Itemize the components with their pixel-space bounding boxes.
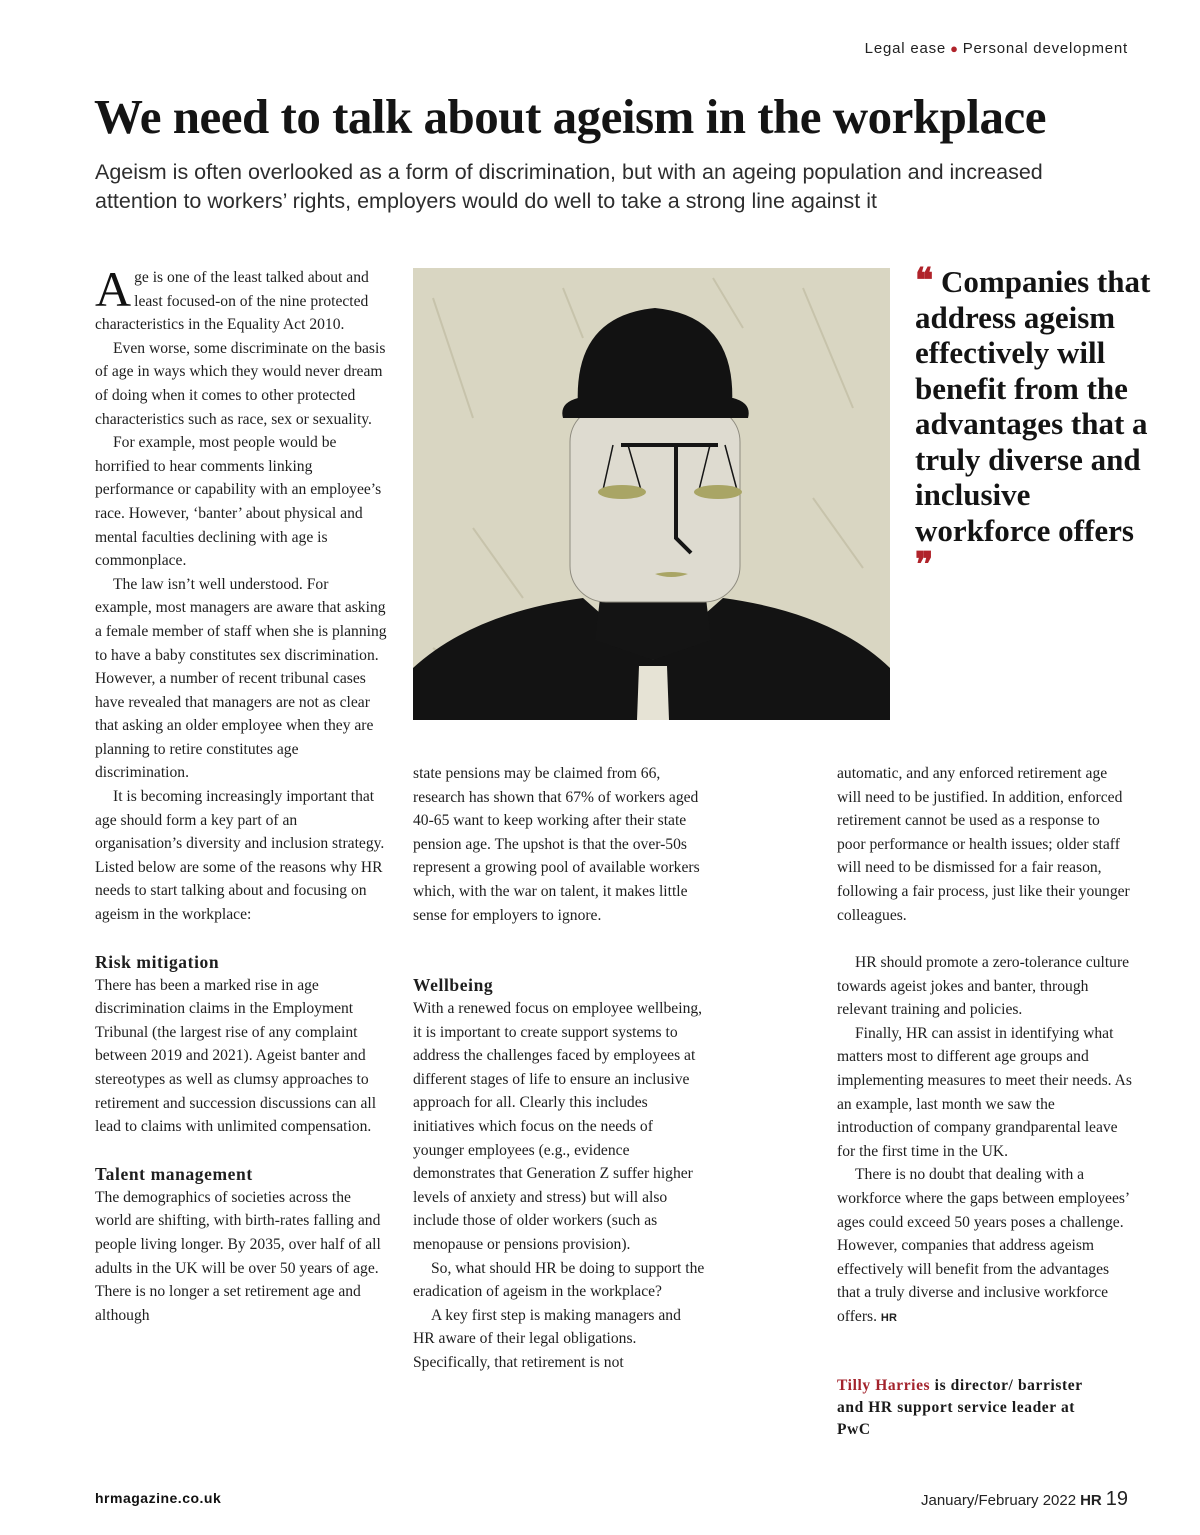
subheading-wellbeing: Wellbeing bbox=[413, 975, 494, 995]
bowler-hat-figure-illustration bbox=[413, 268, 890, 720]
subheading-risk-mitigation: Risk mitigation bbox=[95, 951, 220, 972]
intro-text: ge is one of the least talked about and least focused-on of the nine protected characteristics in the Equality Act 2010. bbox=[95, 269, 369, 334]
section-name: Legal ease bbox=[864, 40, 947, 57]
pull-quote-text: Companies that address ageism effectively will benefit from the advantages that a truly diverse and inclusive workforce offers bbox=[915, 264, 1151, 548]
footer-site-url: hrmagazine.co.uk bbox=[95, 1490, 222, 1506]
subheading-talent-management: Talent management bbox=[95, 1163, 253, 1184]
article-headline: We need to talk about ageism in the workplace bbox=[94, 89, 1047, 144]
author-name: Tilly Harries bbox=[837, 1377, 931, 1394]
body-paragraph: There has been a marked rise in age discrimination claims in the Employment Tribunal (the largest rise of any complaint between 2019 and 2021). Ageist banter and stereotypes as well as clumsy approaches to retirement and succession discussions can all lead to claims with unlimited compensation. bbox=[95, 976, 377, 1136]
wellbeing-block bbox=[413, 997, 705, 1375]
pull-quote bbox=[915, 264, 1155, 584]
body-paragraph: HR should promote a zero-tolerance culture towards ageist jokes and banter, through relevant training and policies. bbox=[837, 954, 1130, 1019]
conclusion-block bbox=[837, 951, 1132, 1331]
body-paragraph: Finally, HR can assist in identifying what matters most to different age groups and implementing measures to meet their needs. As an example, last month we saw the introduction of company grandparental leave for the first time in the UK. bbox=[837, 1024, 1132, 1160]
right-eye-scale-pan bbox=[694, 485, 742, 499]
bullet-dot-icon: ● bbox=[950, 41, 959, 56]
body-paragraph: For example, most people would be horrified to hear comments linking performance or capability with an employee’s race. However, ‘banter’ about physical and mental faculties declining with age is commonplace. bbox=[95, 434, 382, 570]
article-column-1 bbox=[95, 261, 387, 1327]
body-paragraph-continued: automatic, and any enforced retirement age will need to be justified. In addition, enforced retirement cannot be used as a response to poor performance or health issues; older staff will need to be dismissed for a fair reason, following a fair process, just like their younger colleagues. bbox=[837, 765, 1130, 924]
shirt-collar bbox=[637, 666, 669, 720]
drop-cap: A bbox=[95, 261, 132, 317]
body-paragraph: The demographics of societies across the world are shifting, with birth-rates falling and people living longer. By 2035, over half of all adults in the UK will be over 50 years of age. There is no longer a set retirement age and although bbox=[95, 1188, 381, 1324]
open-quote-icon: ❝ bbox=[915, 263, 934, 300]
close-quote-icon: ❞ bbox=[915, 547, 934, 584]
face bbox=[570, 406, 740, 602]
section-label bbox=[865, 40, 1128, 57]
issue-date: January/February 2022 bbox=[920, 1492, 1077, 1509]
subsection-name: Personal development bbox=[962, 40, 1128, 57]
magazine-brand: HR bbox=[1080, 1492, 1102, 1509]
body-paragraph: A key first step is making managers and HR aware of their legal obligations. Specifically, that retirement is not bbox=[413, 1306, 681, 1371]
body-paragraph: So, what should HR be doing to support the eradication of ageism in the workplace? bbox=[413, 1259, 705, 1301]
body-paragraph bbox=[837, 1163, 1132, 1330]
left-eye-scale-pan bbox=[598, 485, 646, 499]
footer-page-info bbox=[921, 1488, 1128, 1511]
closing-text: There is no doubt that dealing with a workforce where the gaps between employees’ ages could exceed 50 years poses a challenge. However, companies that address ageism effectively will benefit from the advantages that a truly diverse and inclusive workforce offers. bbox=[837, 1166, 1129, 1325]
article-standfirst: Ageism is often overlooked as a form of discrimination, but with an ageing population and increased attention to workers’ rights, employers would do well to take a strong line against it bbox=[95, 160, 1043, 213]
body-paragraph: With a renewed focus on employee wellbeing, it is important to create support systems to address the challenges faced by employees at different stages of life to ensure an inclusive approach for all. Clearly this includes initiatives which focus on the needs of younger employees (e.g., evidence demonstrates that Generation Z suffer higher levels of anxiety and stress) but will also include those of older workers (such as menopause or pensions provision). bbox=[413, 1000, 703, 1253]
page-number: 19 bbox=[1105, 1488, 1128, 1510]
body-paragraph: Even worse, some discriminate on the basis of age in ways which they would never dream of doing when it comes to other protected characteristics such as race, sex or sexuality. bbox=[95, 339, 386, 428]
body-paragraph: The law isn’t well understood. For example, most managers are aware that asking a female member of staff when she is planning to have a baby constitutes sex discrimination. However, a number of recent tribunal cases have revealed that managers are not as clear that asking an older employee when they are planning to retire constitutes age discrimination. bbox=[95, 575, 387, 782]
hr-end-mark-icon: HR bbox=[880, 1311, 898, 1324]
body-paragraph-continued: state pensions may be claimed from 66, research has shown that 67% of workers aged 40-65 want to keep working after their state pension age. The upshot is that the over-50s represent a growing pool of available workers which, with the war on talent, it makes little sense for employers to ignore. bbox=[413, 765, 700, 924]
author-role: is director/ barrister and HR support service leader at PwC bbox=[837, 1377, 1083, 1438]
intro-paragraph bbox=[95, 261, 387, 337]
body-paragraph: It is becoming increasingly important that age should form a key part of an organisation’s diversity and inclusion strategy. Listed below are some of the reasons why HR needs to start talking about and focusing on ageism in the workplace: bbox=[95, 788, 385, 924]
author-byline bbox=[837, 1375, 1097, 1441]
